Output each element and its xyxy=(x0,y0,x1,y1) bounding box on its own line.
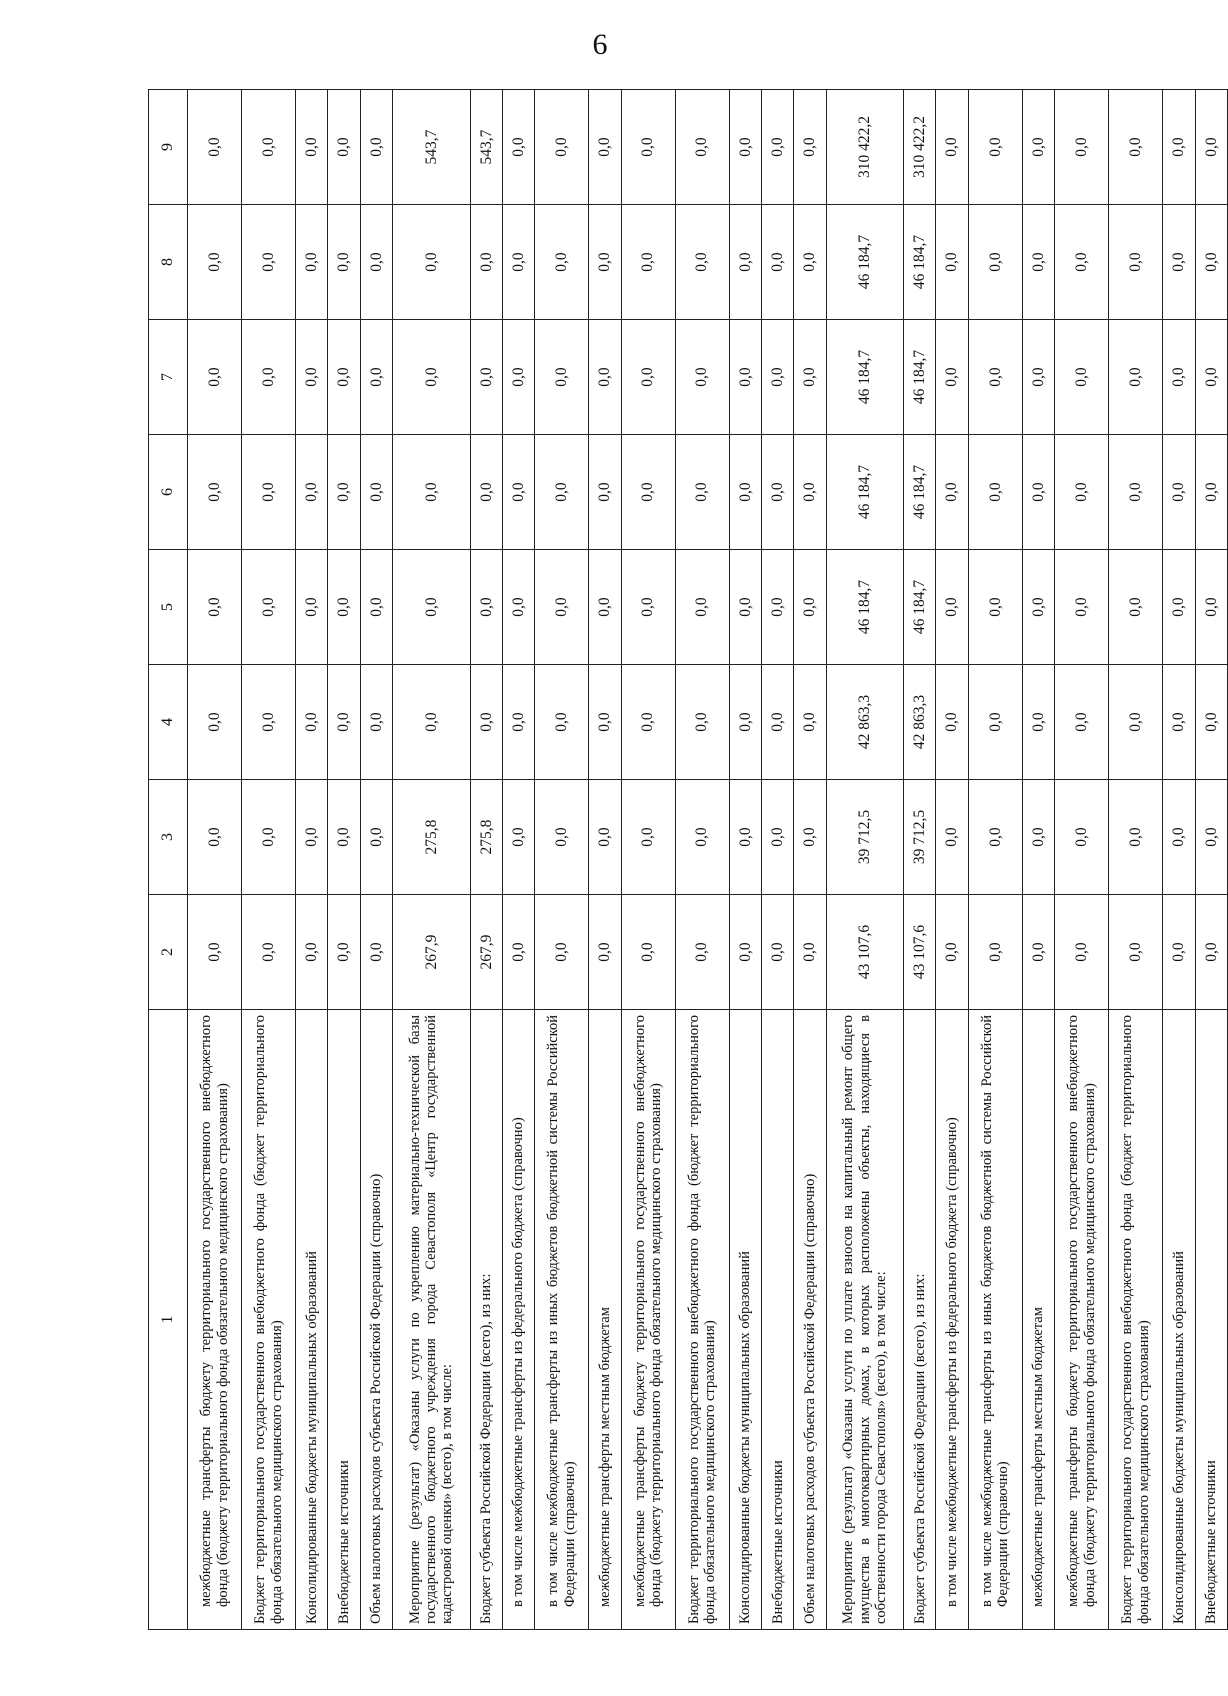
row-label: Бюджет территориального государственного внебюджетного фонда (бюджет территориального фонда обязательного медицинского страхования) xyxy=(1109,1010,1163,1630)
value-cell: 0,0 xyxy=(1022,780,1054,895)
table-row xyxy=(188,90,242,1630)
value-cell: 0,0 xyxy=(328,550,360,665)
value-cell: 0,0 xyxy=(502,435,534,550)
table-row xyxy=(968,90,1022,1630)
value-cell: 0,0 xyxy=(936,90,968,205)
value-cell: 543,7 xyxy=(393,90,471,205)
value-cell: 0,0 xyxy=(502,780,534,895)
value-cell: 0,0 xyxy=(1109,320,1163,435)
value-cell: 0,0 xyxy=(1195,90,1228,205)
value-cell: 0,0 xyxy=(188,895,242,1010)
row-label: Внебюджетные источники xyxy=(328,1010,360,1630)
value-cell: 0,0 xyxy=(242,550,296,665)
value-cell: 310 422,2 xyxy=(904,90,936,205)
value-cell: 0,0 xyxy=(393,665,471,780)
value-cell: 46 184,7 xyxy=(826,435,904,550)
value-cell: 0,0 xyxy=(729,895,761,1010)
value-cell: 0,0 xyxy=(1195,780,1228,895)
value-cell: 0,0 xyxy=(621,90,675,205)
value-cell: 0,0 xyxy=(502,895,534,1010)
value-cell: 46 184,7 xyxy=(904,320,936,435)
value-cell: 0,0 xyxy=(675,780,729,895)
value-cell: 0,0 xyxy=(761,780,793,895)
value-cell: 0,0 xyxy=(535,780,589,895)
value-cell: 0,0 xyxy=(393,205,471,320)
value-cell: 0,0 xyxy=(360,780,392,895)
value-cell: 0,0 xyxy=(968,320,1022,435)
table-row xyxy=(729,90,761,1630)
table-row xyxy=(1022,90,1054,1630)
value-cell: 46 184,7 xyxy=(904,550,936,665)
value-cell: 0,0 xyxy=(1163,550,1195,665)
row-label: Бюджет территориального государственного внебюджетного фонда (бюджет территориального фонда обязательного медицинского страхования) xyxy=(242,1010,296,1630)
column-header: 1 xyxy=(149,1010,188,1630)
row-label: Консолидированные бюджеты муниципальных образований xyxy=(1163,1010,1195,1630)
value-cell: 46 184,7 xyxy=(826,550,904,665)
row-label: Мероприятие (результат) «Оказаны услуги по укреплению материально-технической базы государственного бюджетного учреждения города Севастополя «Центр государственной кадастровой оценки» (всего), в том числе: xyxy=(393,1010,471,1630)
value-cell: 0,0 xyxy=(761,90,793,205)
value-cell: 0,0 xyxy=(589,550,621,665)
value-cell: 0,0 xyxy=(794,665,826,780)
value-cell: 0,0 xyxy=(1055,320,1109,435)
value-cell: 0,0 xyxy=(242,90,296,205)
value-cell: 46 184,7 xyxy=(826,205,904,320)
value-cell: 0,0 xyxy=(621,320,675,435)
row-label: Мероприятие (результат) «Оказаны услуги по уплате взносов на капитальный ремонт общего имущества в многоквартирных домах, в которых расположены объекты, находящиеся в собственности города Севастополя» (всего), в том числе: xyxy=(826,1010,904,1630)
value-cell: 0,0 xyxy=(1109,780,1163,895)
row-label: Объем налоговых расходов субъекта Российской Федерации (справочно) xyxy=(360,1010,392,1630)
value-cell: 0,0 xyxy=(188,320,242,435)
table-row xyxy=(675,90,729,1630)
value-cell: 0,0 xyxy=(1055,780,1109,895)
value-cell: 0,0 xyxy=(589,665,621,780)
value-cell: 0,0 xyxy=(761,550,793,665)
value-cell: 0,0 xyxy=(794,320,826,435)
value-cell: 0,0 xyxy=(328,895,360,1010)
column-header: 4 xyxy=(149,665,188,780)
value-cell: 0,0 xyxy=(1022,90,1054,205)
value-cell: 0,0 xyxy=(1195,205,1228,320)
value-cell: 42 863,3 xyxy=(826,665,904,780)
value-cell: 0,0 xyxy=(502,205,534,320)
value-cell: 46 184,7 xyxy=(826,320,904,435)
value-cell: 0,0 xyxy=(360,435,392,550)
value-cell: 267,9 xyxy=(393,895,471,1010)
table-row xyxy=(904,90,936,1630)
value-cell: 0,0 xyxy=(360,550,392,665)
value-cell: 0,0 xyxy=(470,320,502,435)
value-cell: 0,0 xyxy=(470,205,502,320)
column-header: 5 xyxy=(149,550,188,665)
value-cell: 0,0 xyxy=(393,550,471,665)
value-cell: 0,0 xyxy=(729,320,761,435)
value-cell: 0,0 xyxy=(502,550,534,665)
value-cell: 0,0 xyxy=(535,205,589,320)
value-cell: 0,0 xyxy=(188,205,242,320)
value-cell: 0,0 xyxy=(470,550,502,665)
value-cell: 0,0 xyxy=(968,895,1022,1010)
row-label: межбюджетные трансферты бюджету территориального государственного внебюджетного фонда (бюджету территориального фонда обязательного медицинского страхования) xyxy=(188,1010,242,1630)
table-row xyxy=(328,90,360,1630)
value-cell: 0,0 xyxy=(328,205,360,320)
table-row xyxy=(1163,90,1195,1630)
value-cell: 0,0 xyxy=(589,320,621,435)
value-cell: 0,0 xyxy=(794,550,826,665)
value-cell: 0,0 xyxy=(296,780,328,895)
value-cell: 0,0 xyxy=(1163,895,1195,1010)
value-cell: 0,0 xyxy=(1055,895,1109,1010)
table-header-row xyxy=(149,90,188,1630)
value-cell: 0,0 xyxy=(535,435,589,550)
value-cell: 0,0 xyxy=(761,435,793,550)
value-cell: 0,0 xyxy=(470,435,502,550)
value-cell: 0,0 xyxy=(621,205,675,320)
value-cell: 0,0 xyxy=(188,550,242,665)
column-header: 2 xyxy=(149,895,188,1010)
value-cell: 0,0 xyxy=(242,780,296,895)
row-label: в том числе межбюджетные трансферты из федерального бюджета (справочно) xyxy=(936,1010,968,1630)
table-row xyxy=(761,90,793,1630)
value-cell: 0,0 xyxy=(675,665,729,780)
value-cell: 0,0 xyxy=(328,435,360,550)
value-cell: 0,0 xyxy=(761,320,793,435)
column-header: 6 xyxy=(149,435,188,550)
value-cell: 0,0 xyxy=(1022,435,1054,550)
value-cell: 0,0 xyxy=(675,320,729,435)
value-cell: 0,0 xyxy=(794,90,826,205)
value-cell: 0,0 xyxy=(360,205,392,320)
rotated-table-container xyxy=(148,90,1228,1630)
value-cell: 0,0 xyxy=(242,895,296,1010)
value-cell: 0,0 xyxy=(1163,780,1195,895)
value-cell: 0,0 xyxy=(621,895,675,1010)
row-label: Внебюджетные источники xyxy=(761,1010,793,1630)
value-cell: 0,0 xyxy=(936,205,968,320)
value-cell: 0,0 xyxy=(1109,90,1163,205)
value-cell: 0,0 xyxy=(675,550,729,665)
row-label: Консолидированные бюджеты муниципальных образований xyxy=(296,1010,328,1630)
value-cell: 0,0 xyxy=(729,665,761,780)
value-cell: 0,0 xyxy=(1195,550,1228,665)
value-cell: 0,0 xyxy=(1163,320,1195,435)
value-cell: 0,0 xyxy=(393,320,471,435)
budget-table xyxy=(148,89,1228,1630)
value-cell: 0,0 xyxy=(242,435,296,550)
value-cell: 0,0 xyxy=(589,205,621,320)
value-cell: 0,0 xyxy=(968,780,1022,895)
table-row xyxy=(470,90,502,1630)
value-cell: 0,0 xyxy=(1109,205,1163,320)
value-cell: 0,0 xyxy=(296,205,328,320)
column-header: 9 xyxy=(149,90,188,205)
table-row xyxy=(589,90,621,1630)
value-cell: 0,0 xyxy=(794,435,826,550)
value-cell: 0,0 xyxy=(729,550,761,665)
value-cell: 0,0 xyxy=(1195,435,1228,550)
value-cell: 0,0 xyxy=(1055,90,1109,205)
value-cell: 0,0 xyxy=(1109,435,1163,550)
value-cell: 0,0 xyxy=(535,895,589,1010)
table-row xyxy=(621,90,675,1630)
row-label: Бюджет субъекта Российской Федерации (всего), из них: xyxy=(470,1010,502,1630)
value-cell: 0,0 xyxy=(621,435,675,550)
value-cell: 46 184,7 xyxy=(904,435,936,550)
value-cell: 0,0 xyxy=(1055,435,1109,550)
column-header: 8 xyxy=(149,205,188,320)
value-cell: 39 712,5 xyxy=(904,780,936,895)
value-cell: 46 184,7 xyxy=(904,205,936,320)
value-cell: 0,0 xyxy=(675,435,729,550)
value-cell: 0,0 xyxy=(296,435,328,550)
value-cell: 0,0 xyxy=(1022,205,1054,320)
value-cell: 0,0 xyxy=(589,90,621,205)
value-cell: 0,0 xyxy=(296,895,328,1010)
value-cell: 0,0 xyxy=(936,665,968,780)
table-row xyxy=(1109,90,1163,1630)
value-cell: 0,0 xyxy=(360,895,392,1010)
value-cell: 0,0 xyxy=(675,90,729,205)
table-row xyxy=(936,90,968,1630)
value-cell: 0,0 xyxy=(1109,665,1163,780)
value-cell: 267,9 xyxy=(470,895,502,1010)
value-cell: 0,0 xyxy=(1022,665,1054,780)
value-cell: 0,0 xyxy=(729,435,761,550)
value-cell: 0,0 xyxy=(242,665,296,780)
value-cell: 0,0 xyxy=(502,665,534,780)
value-cell: 0,0 xyxy=(360,320,392,435)
value-cell: 0,0 xyxy=(936,780,968,895)
value-cell: 0,0 xyxy=(589,895,621,1010)
value-cell: 0,0 xyxy=(470,665,502,780)
row-label: межбюджетные трансферты местным бюджетам xyxy=(589,1010,621,1630)
table-row xyxy=(826,90,904,1630)
value-cell: 0,0 xyxy=(242,320,296,435)
value-cell: 0,0 xyxy=(968,90,1022,205)
value-cell: 43 107,6 xyxy=(904,895,936,1010)
value-cell: 0,0 xyxy=(188,665,242,780)
row-label: межбюджетные трансферты бюджету территориального государственного внебюджетного фонда (бюджету территориального фонда обязательного медицинского страхования) xyxy=(621,1010,675,1630)
table-row xyxy=(242,90,296,1630)
value-cell: 0,0 xyxy=(360,665,392,780)
table-body xyxy=(188,90,1228,1630)
value-cell: 0,0 xyxy=(1022,550,1054,665)
value-cell: 0,0 xyxy=(1109,550,1163,665)
value-cell: 0,0 xyxy=(761,665,793,780)
value-cell: 0,0 xyxy=(188,435,242,550)
table-row xyxy=(393,90,471,1630)
value-cell: 0,0 xyxy=(1055,205,1109,320)
value-cell: 0,0 xyxy=(1195,320,1228,435)
value-cell: 275,8 xyxy=(393,780,471,895)
value-cell: 0,0 xyxy=(502,320,534,435)
table-row xyxy=(1195,90,1228,1630)
value-cell: 0,0 xyxy=(360,90,392,205)
value-cell: 42 863,3 xyxy=(904,665,936,780)
value-cell: 0,0 xyxy=(589,435,621,550)
value-cell: 0,0 xyxy=(1163,665,1195,780)
value-cell: 275,8 xyxy=(470,780,502,895)
row-label: в том числе межбюджетные трансферты из федерального бюджета (справочно) xyxy=(502,1010,534,1630)
column-header: 7 xyxy=(149,320,188,435)
value-cell: 0,0 xyxy=(296,665,328,780)
value-cell: 0,0 xyxy=(535,550,589,665)
value-cell: 0,0 xyxy=(761,895,793,1010)
row-label: Консолидированные бюджеты муниципальных образований xyxy=(729,1010,761,1630)
value-cell: 0,0 xyxy=(761,205,793,320)
row-label: в том числе межбюджетные трансферты из иных бюджетов бюджетной системы Российской Федерации (справочно) xyxy=(535,1010,589,1630)
page-number: 6 xyxy=(592,28,608,61)
value-cell: 310 422,2 xyxy=(826,90,904,205)
value-cell: 0,0 xyxy=(729,90,761,205)
value-cell: 0,0 xyxy=(729,780,761,895)
value-cell: 0,0 xyxy=(1022,320,1054,435)
value-cell: 0,0 xyxy=(502,90,534,205)
row-label: Объем налоговых расходов субъекта Российской Федерации (справочно) xyxy=(794,1010,826,1630)
row-label: Бюджет субъекта Российской Федерации (всего), из них: xyxy=(904,1010,936,1630)
row-label: Внебюджетные источники xyxy=(1195,1010,1228,1630)
table-row xyxy=(794,90,826,1630)
value-cell: 0,0 xyxy=(296,550,328,665)
value-cell: 0,0 xyxy=(936,320,968,435)
value-cell: 0,0 xyxy=(794,780,826,895)
row-label: межбюджетные трансферты бюджету территориального государственного внебюджетного фонда (бюджету территориального фонда обязательного медицинского страхования) xyxy=(1055,1010,1109,1630)
value-cell: 0,0 xyxy=(328,780,360,895)
value-cell: 0,0 xyxy=(188,90,242,205)
value-cell: 0,0 xyxy=(328,320,360,435)
value-cell: 0,0 xyxy=(968,205,1022,320)
row-label: Бюджет территориального государственного внебюджетного фонда (бюджет территориального фонда обязательного медицинского страхования) xyxy=(675,1010,729,1630)
row-label: в том числе межбюджетные трансферты из иных бюджетов бюджетной системы Российской Федерации (справочно) xyxy=(968,1010,1022,1630)
table-row xyxy=(502,90,534,1630)
value-cell: 0,0 xyxy=(968,435,1022,550)
value-cell: 0,0 xyxy=(589,780,621,895)
row-label: межбюджетные трансферты местным бюджетам xyxy=(1022,1010,1054,1630)
value-cell: 0,0 xyxy=(936,550,968,665)
value-cell: 0,0 xyxy=(242,205,296,320)
value-cell: 0,0 xyxy=(968,665,1022,780)
value-cell: 0,0 xyxy=(936,435,968,550)
table-row xyxy=(296,90,328,1630)
value-cell: 0,0 xyxy=(968,550,1022,665)
table-row xyxy=(1055,90,1109,1630)
value-cell: 0,0 xyxy=(621,780,675,895)
value-cell: 0,0 xyxy=(1195,665,1228,780)
value-cell: 39 712,5 xyxy=(826,780,904,895)
value-cell: 0,0 xyxy=(328,90,360,205)
value-cell: 0,0 xyxy=(675,205,729,320)
value-cell: 0,0 xyxy=(188,780,242,895)
value-cell: 0,0 xyxy=(296,320,328,435)
value-cell: 0,0 xyxy=(1163,90,1195,205)
value-cell: 43 107,6 xyxy=(826,895,904,1010)
value-cell: 0,0 xyxy=(794,895,826,1010)
value-cell: 0,0 xyxy=(621,550,675,665)
value-cell: 0,0 xyxy=(328,665,360,780)
value-cell: 0,0 xyxy=(729,205,761,320)
value-cell: 0,0 xyxy=(936,895,968,1010)
value-cell: 0,0 xyxy=(296,90,328,205)
value-cell: 0,0 xyxy=(1055,665,1109,780)
value-cell: 0,0 xyxy=(1109,895,1163,1010)
value-cell: 0,0 xyxy=(535,320,589,435)
value-cell: 0,0 xyxy=(621,665,675,780)
value-cell: 543,7 xyxy=(470,90,502,205)
value-cell: 0,0 xyxy=(535,665,589,780)
value-cell: 0,0 xyxy=(1055,550,1109,665)
value-cell: 0,0 xyxy=(1163,205,1195,320)
value-cell: 0,0 xyxy=(535,90,589,205)
column-header: 3 xyxy=(149,780,188,895)
table-row xyxy=(535,90,589,1630)
table-row xyxy=(360,90,392,1630)
value-cell: 0,0 xyxy=(393,435,471,550)
value-cell: 0,0 xyxy=(1195,895,1228,1010)
value-cell: 0,0 xyxy=(1163,435,1195,550)
value-cell: 0,0 xyxy=(1022,895,1054,1010)
value-cell: 0,0 xyxy=(794,205,826,320)
value-cell: 0,0 xyxy=(675,895,729,1010)
